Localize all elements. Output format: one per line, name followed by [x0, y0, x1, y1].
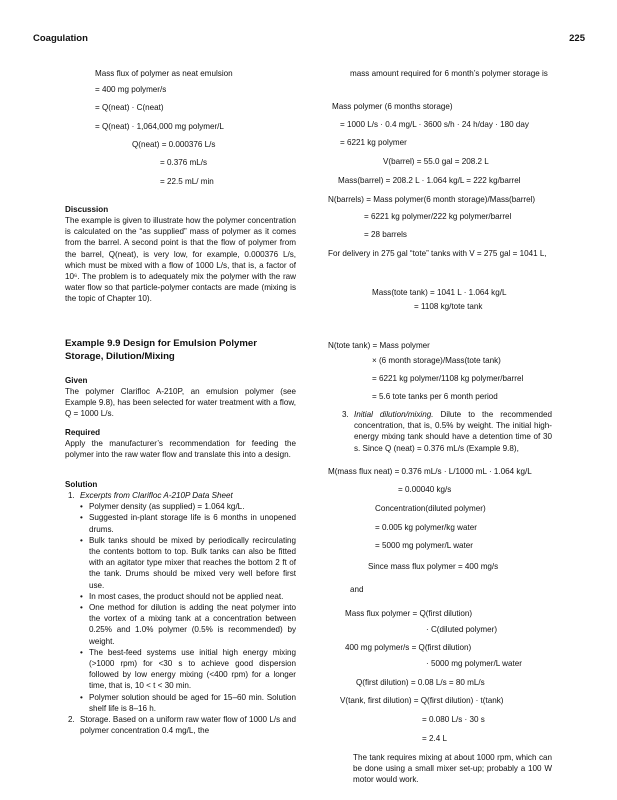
bullet-item: • One method for dilution is adding the neat polymer into the vortex of a mixing tank at a concentration between 0.25% and 1.0% polymer (0.5% is recommended) by weight.: [80, 602, 296, 647]
equation-line: = Q(neat) · 1,064,000 mg polymer/L: [95, 122, 224, 131]
equation-line: Q(first dilution) = 0.08 L/s = 80 mL/s: [356, 678, 485, 687]
equation-line: Since mass flux polymer = 400 mg/s: [368, 562, 499, 571]
equation-line: = 0.005 kg polymer/kg water: [375, 523, 477, 532]
equation-line: N(tote tank) = Mass polymer: [328, 341, 430, 350]
bullet-item: • Bulk tanks should be mixed by periodically recirculating the contents bottom to top. Bulk tanks can also be fitted with an agitator type mixer that reaches the bottom 2 ft of the tank. Drums should be mixed very well before first use.: [80, 535, 296, 591]
equation-line: = 5.6 tote tanks per 6 month period: [372, 392, 498, 401]
list-item-text: Storage. Based on a uniform raw water flow of 1000 L/s and polymer concentration 0.4 mg/L, the: [80, 715, 296, 736]
equation-line: = 0.00040 kg/s: [398, 485, 452, 494]
equation-line: = 1000 L/s · 0.4 mg/L · 3600 s/h · 24 h/day · 180 day: [340, 120, 529, 129]
equation-line: = 0.080 L/s · 30 s: [422, 715, 485, 724]
list-item-title: Excerpts from Clarifloc A-210P Data Sheet: [80, 491, 233, 500]
equation-line: = 6221 kg polymer: [340, 138, 407, 147]
equation-line: Mass(tote tank) = 1041 L · 1.064 kg/L: [372, 288, 507, 297]
bullet-list: [80, 501, 296, 714]
equation-line: = Q(neat) · C(neat): [95, 103, 164, 112]
bullet-item: • Polymer solution should be aged for 15–60 min. Solution shelf life is 8–16 h.: [80, 692, 296, 714]
delivery-paragraph: For delivery in 275 gal “tote” tanks with V = 275 gal = 1041 L,: [328, 249, 547, 258]
equation-line: Concentration(diluted polymer): [375, 504, 486, 513]
discussion-heading: Discussion: [65, 205, 109, 214]
given-heading: Given: [65, 376, 88, 385]
list-item: [342, 409, 552, 454]
list-item-title: Initial dilution/mixing.: [354, 410, 434, 419]
equation-line: = 22.5 mL/ min: [160, 177, 214, 186]
equation-line: = 6221 kg polymer/1108 kg polymer/barrel: [372, 374, 524, 383]
equation-line: = 0.376 mL/s: [160, 158, 208, 167]
equation-line: = 6221 kg polymer/222 kg polymer/barrel: [364, 212, 512, 221]
closing-paragraph: The tank requires mixing at about 1000 rpm, which can be done using a small mixer set-up; probably a 100 W motor would work.: [353, 753, 552, 785]
given-paragraph: The polymer Clarifloc A-210P, an emulsion polymer (see Example 9.8), has been selected for water treatment with a flow, Q = 1000 L/s.: [65, 387, 296, 419]
equation-line: = 5000 mg polymer/L water: [375, 541, 473, 550]
equation-line: 400 mg polymer/s = Q(first dilution): [345, 643, 472, 652]
equation-line: Mass flux of polymer as neat emulsion: [95, 69, 233, 78]
list-item: [68, 714, 296, 736]
bullet-item: • Suggested in-plant storage life is 6 months in unopened drums.: [80, 512, 296, 534]
equation-line: N(barrels) = Mass polymer(6 month storage)/Mass(barrel): [328, 195, 536, 204]
list-number: 3.: [342, 410, 349, 419]
equation-line: = 1108 kg/tote tank: [414, 302, 483, 311]
bullet-item: • In most cases, the product should not be applied neat.: [80, 591, 296, 602]
solution-list: [68, 490, 296, 736]
example-title: Example 9.9 Design for Emulsion Polymer Storage, Dilution/Mixing: [65, 338, 257, 362]
equation-line: V(barrel) = 55.0 gal = 208.2 L: [383, 157, 489, 166]
and-text: and: [350, 585, 364, 594]
list-item: [68, 490, 296, 714]
equation-line: = 28 barrels: [364, 230, 407, 239]
discussion-paragraph: The example is given to illustrate how the polymer concentration is calculated on the “as supplied” mass of polymer as it comes from the barrel. A second point is that the flow of polymer from the barrel, Q(neat), is very low, for example, 0.000376 L/s, which must be mixed with a flow of 1000 L/s, that is, a factor of 10⁶. The problem is to adequately mix the polymer with the raw water flow so that particle-polymer contacts are made (mixing is the topic of Chapter 10).: [65, 216, 296, 304]
page-number: 225: [569, 33, 585, 44]
equation-line: = 2.4 L: [422, 734, 447, 743]
equation-line: = 400 mg polymer/s: [95, 85, 167, 94]
continued-paragraph: mass amount required for 6 month’s polymer storage is: [350, 69, 548, 78]
list-number: 1.: [68, 491, 75, 500]
required-paragraph: Apply the manufacturer’s recommendation for feeding the polymer into the raw water flow and translate this into a design.: [65, 439, 296, 460]
equation-line: M(mass flux neat) = 0.376 mL/s · L/1000 mL · 1.064 kg/L: [328, 467, 532, 476]
equation-line: × (6 month storage)/Mass(tote tank): [372, 356, 501, 365]
list-item-text: Dilute to the recommended concentration, that is, 0.5% by weight. The initial high-energy mixing tank should have a detention time of 30 s. Since Q (neat) = 0.376 mL/s (Example 9.8),: [354, 410, 552, 453]
equation-line: Mass flux polymer = Q(first dilution): [345, 609, 473, 618]
running-title: Coagulation: [33, 33, 88, 44]
solution-heading: Solution: [65, 480, 98, 489]
equation-line: Mass polymer (6 months storage): [332, 102, 453, 111]
equation-line: Mass(barrel) = 208.2 L · 1.064 kg/L = 222 kg/barrel: [338, 176, 521, 185]
list-number: 2.: [68, 715, 75, 725]
bullet-item: • Polymer density (as supplied) = 1.064 kg/L.: [80, 501, 296, 512]
equation-line: · 5000 mg polymer/L water: [426, 659, 522, 668]
equation-line: V(tank, first dilution) = Q(first dilution) · t(tank): [340, 696, 504, 705]
bullet-item: • The best-feed systems use initial high energy mixing (>1000 rpm) for <30 s to achieve good dispersion followed by low energy mixing (<400 rpm) for a longer time, that is, 10 < t < 30 min.: [80, 647, 296, 692]
equation-line: Q(neat) = 0.000376 L/s: [132, 140, 216, 149]
list-item-body: [342, 409, 552, 454]
equation-line: · C(diluted polymer): [426, 625, 498, 634]
required-heading: Required: [65, 428, 101, 437]
